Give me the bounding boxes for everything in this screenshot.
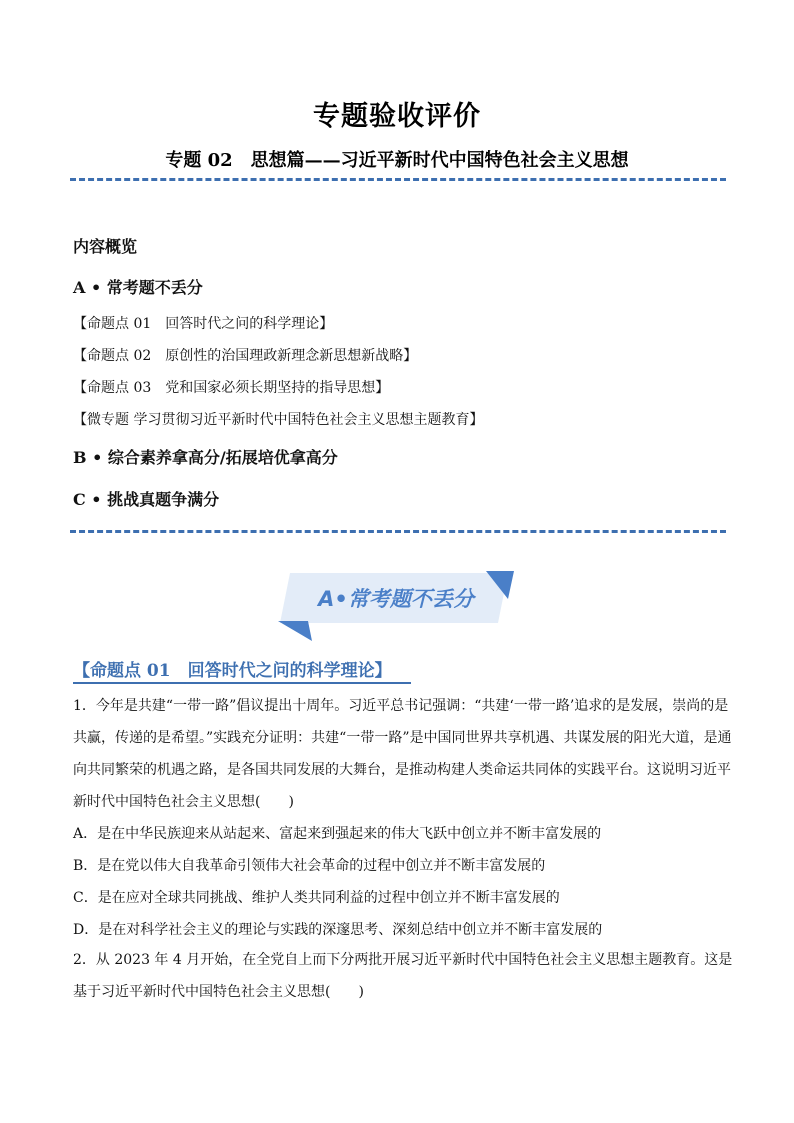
overview-section-b: B • 综合素养拿高分/拓展培优拿高分	[73, 448, 338, 467]
question-2-stem: 2．从 2023 年 4 月开始，在全党自上而下分两批开展习近平新时代中国特色社会主义思想主题教育。这是基于习近平新时代中国特色社会主义思想( )	[73, 952, 733, 1000]
question-1-option-b: B．是在党以伟大自我革命引领伟大社会革命的过程中创立并不断丰富发展的	[73, 858, 546, 874]
document-subtitle: 专题 02 思想篇——习近平新时代中国特色社会主义思想	[165, 150, 629, 171]
overview-item-1: 【命题点 01 回答时代之问的科学理论】	[73, 316, 334, 332]
dashed-divider-mid	[70, 530, 726, 533]
document-title: 专题验收评价	[313, 101, 481, 132]
overview-item-3: 【命题点 03 党和国家必须长期坚持的指导思想】	[73, 380, 390, 396]
overview-section-c: C • 挑战真题争满分	[73, 490, 220, 509]
overview-heading: 内容概览	[73, 237, 138, 256]
point-heading-underline	[73, 682, 411, 684]
banner-corner-bottom-left	[278, 621, 312, 641]
question-1-option-a: A．是在中华民族迎来从站起来、富起来到强起来的伟大飞跃中创立并不断丰富发展的	[73, 826, 602, 842]
question-1-option-c: C．是在应对全球共同挑战、维护人类共同利益的过程中创立并不断丰富发展的	[73, 890, 560, 906]
overview-item-4: 【微专题 学习贯彻习近平新时代中国特色社会主义思想主题教育】	[73, 412, 484, 428]
overview-item-2: 【命题点 02 原创性的治国理政新理念新思想新战略】	[73, 348, 418, 364]
point-heading: 【命题点 01 回答时代之问的科学理论】	[73, 661, 392, 681]
banner-label: A•常考题不丢分	[318, 587, 474, 611]
question-1-stem: 1．今年是共建“一带一路”倡议提出十周年。习近平总书记强调：“共建‘一带一路’追求的是发展，崇尚的是共赢，传递的是希望。”实践充分证明：共建“一带一路”是中国同世界共享机遇、共谋发展的阳光大道，是通向共同繁荣的机遇之路，是各国共同发展的大舞台，是推动构建人类命运共同体的实践平台。这说明习近平新时代中国特色社会主义思想( )	[73, 698, 732, 810]
question-1-option-d: D．是在对科学社会主义的理论与实践的深邃思考、深刻总结中创立并不断丰富发展的	[73, 922, 603, 938]
dashed-divider-top	[70, 178, 726, 181]
overview-section-a: A • 常考题不丢分	[73, 278, 203, 297]
